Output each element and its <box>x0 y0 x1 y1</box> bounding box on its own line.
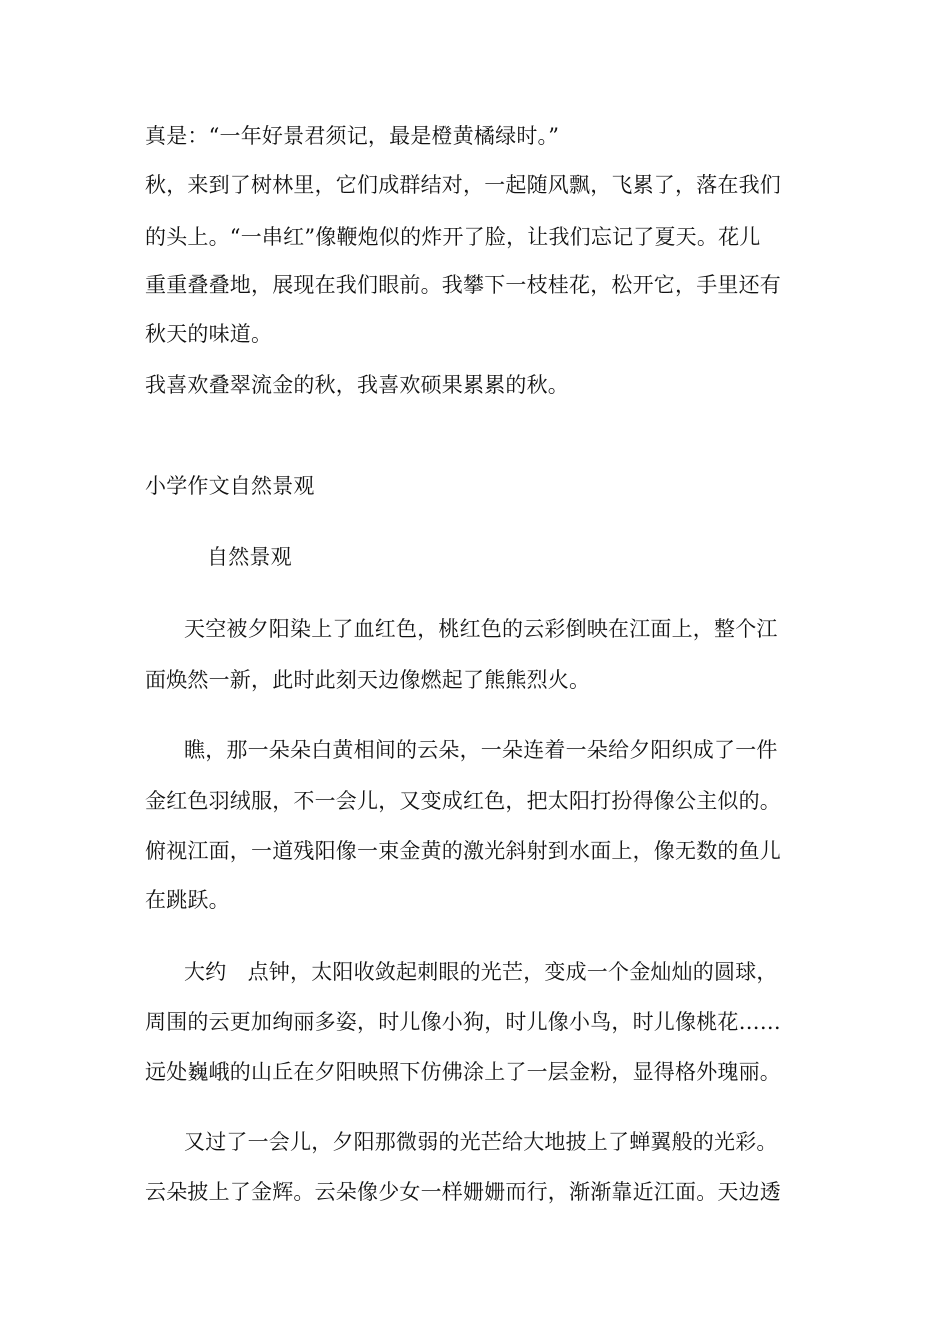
paragraph-line: 俯视江面，一道残阳像一束金黄的激光斜射到水面上，像无数的鱼儿 <box>145 839 781 863</box>
text-line: 秋天的味道。 <box>145 322 273 346</box>
paragraph-line: 金红色羽绒服，不一会儿，又变成红色，把太阳打扮得像公主似的。 <box>145 789 781 813</box>
paragraph-line: 在跳跃。 <box>145 888 230 912</box>
paragraph-line: 又过了一会儿，夕阳那微弱的光芒给大地披上了蝉翼般的光彩。 <box>184 1130 778 1154</box>
paragraph-line: 周围的云更加绚丽多姿，时儿像小狗，时儿像小鸟，时儿像桃花…… <box>145 1010 781 1034</box>
text-line: 我喜欢叠翠流金的秋，我喜欢硕果累累的秋。 <box>145 373 569 397</box>
article-title: 小学作文自然景观 <box>145 474 315 498</box>
text-line: 重重叠叠地，展现在我们眼前。我攀下一枝桂花，松开它，手里还有 <box>145 273 781 297</box>
text-line: 秋，来到了树林里，它们成群结对，一起随风飘，飞累了，落在我们 <box>145 173 781 197</box>
article-subtitle: 自然景观 <box>207 545 292 569</box>
text-line: 真是：“一年好景君须记，最是橙黄橘绿时。” <box>145 124 560 148</box>
paragraph-line: 远处巍峨的山丘在夕阳映照下仿佛涂上了一层金粉，显得格外瑰丽。 <box>145 1060 781 1084</box>
paragraph-line: 瞧，那一朵朵白黄相间的云朵，一朵连着一朵给夕阳织成了一件 <box>184 738 778 762</box>
paragraph-line: 天空被夕阳染上了血红色，桃红色的云彩倒映在江面上，整个江 <box>184 617 778 641</box>
paragraph-line: 云朵披上了金辉。云朵像少女一样姗姗而行，渐渐靠近江面。天边透 <box>145 1180 781 1204</box>
paragraph-line: 面焕然一新，此时此刻天边像燃起了熊熊烈火。 <box>145 668 591 692</box>
paragraph-line: 大约 点钟，太阳收敛起刺眼的光芒，变成一个金灿灿的圆球， <box>184 960 778 984</box>
text-line: 的头上。“一串红”像鞭炮似的炸开了脸，让我们忘记了夏天。花儿 <box>145 225 761 249</box>
